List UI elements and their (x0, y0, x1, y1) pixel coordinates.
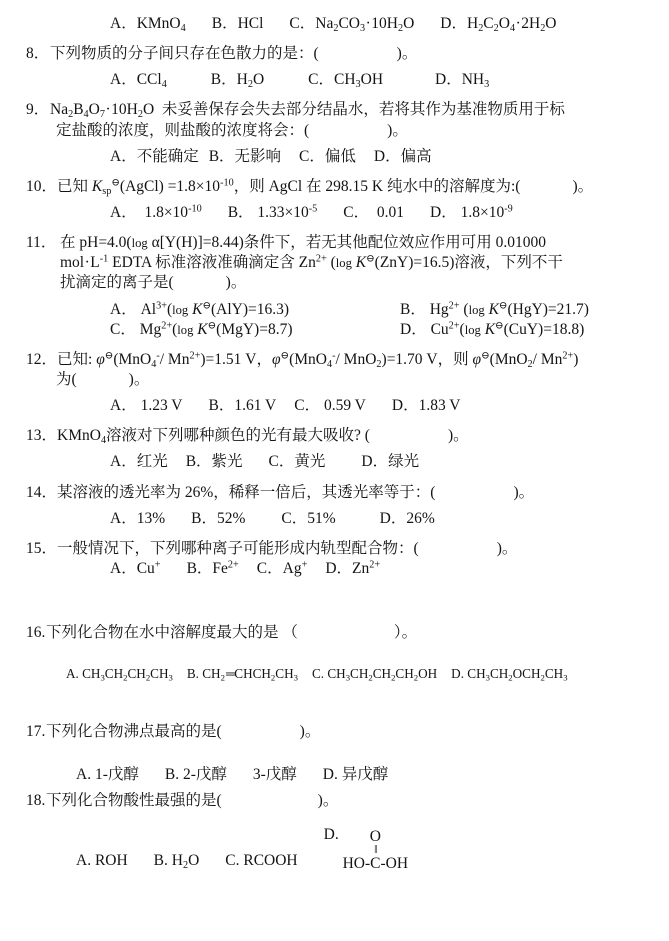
q11-stem-line3 (0, 273, 669, 293)
q15-option-b[interactable]: B．$Fe^{2+}$ (186, 559, 239, 577)
q18-options-row (0, 825, 669, 872)
q9-number: 9． (26, 101, 50, 119)
question-12 (0, 350, 669, 416)
q9-stem-text-1: $Na_2B_4O_7\cdot 10H_2O$ 未妥善保存会失去部分结晶水，若将其作为基准物质用于标 (50, 101, 565, 121)
q17-option-c[interactable]: 3-戊醇 (252, 765, 297, 783)
q12-stem-line2 (0, 370, 669, 390)
q13-option-c[interactable]: C．黄光 (268, 453, 326, 471)
q17-number: 17. (26, 723, 46, 741)
q7-option-c[interactable]: C．$Na_2CO_3\cdot 10H_2O$ (289, 15, 415, 34)
q15-option-c[interactable]: C．Ag+ (256, 559, 308, 577)
q8-stem-text (50, 44, 653, 64)
q18-stem-text (46, 791, 653, 811)
q9-stem-line2-tail: )。 (387, 121, 408, 139)
question-16 (0, 623, 669, 682)
q10-options-row (0, 203, 669, 223)
question-8 (0, 44, 669, 90)
q12-stem-text-1: 已知: φ⊖(MnO$_4$-/ $Mn^{2+})=1.51$ V，φ⊖(MnO$_4$-/ MnO$_2$)=1.70 V，则 φ⊖(MnO$_2$/ $Mn^{2+}$) (57, 350, 579, 370)
question-7-options-block (0, 14, 669, 34)
q18-option-c[interactable]: C. RCOOH (225, 852, 298, 870)
q12-stem-line1 (0, 350, 669, 370)
q9-stem-line2 (0, 121, 669, 141)
q16-stem-tail: ）。 (393, 624, 418, 642)
q11-option-c[interactable]: C． $Mg^{2+}(\log$ K⊖(MgY)=8.7) (110, 320, 293, 338)
q11-option-b[interactable]: B． $Hg^{2+}$ (log K⊖(HgY)=21.7) (400, 300, 589, 318)
q13-stem-text: KMnO$_4$溶液对下列哪种颜色的光有最大吸收? ( )。 (57, 427, 469, 447)
q15-stem-label: 一般情况下，下列哪种离子可能形成内轨型配合物：( (57, 539, 419, 557)
q10-stem (0, 177, 669, 197)
q14-stem (0, 483, 669, 503)
question-13 (0, 426, 669, 472)
q11-stem-line2 (0, 253, 669, 273)
q11-line3-tail: )。 (225, 274, 247, 292)
q16-stem-label: 下列化合物在水中溶解度最大的是 （ (46, 624, 298, 642)
q17-stem-tail: )。 (299, 723, 321, 741)
q8-option-c[interactable]: C．$CH_3OH$ (308, 71, 384, 91)
q11-stem-line1 (0, 233, 669, 253)
double-bond-icon: ═ (225, 666, 234, 682)
q14-option-a[interactable]: A．13% (110, 509, 166, 527)
q8-option-d[interactable]: D．$NH_3$ (435, 71, 490, 91)
q8-stem-tail: )。 (396, 45, 418, 63)
q17-option-b[interactable]: B. 2-戊醇 (164, 765, 227, 783)
q13-option-a[interactable]: A．红光 (110, 453, 168, 471)
q8-options-row (0, 70, 669, 90)
q14-stem-tail: )。 (513, 483, 535, 501)
q7-option-b[interactable]: B．HCl (211, 15, 264, 32)
q8-option-a[interactable]: A．CCl$_4$ (110, 71, 167, 91)
q13-number: 13． (26, 427, 58, 445)
q11-options-row-2 (0, 320, 669, 340)
carbonic-acid-structure (343, 827, 408, 872)
question-10 (0, 177, 669, 223)
q16-number: 16. (26, 624, 46, 642)
q11-stem-text-3 (60, 273, 653, 293)
q18-option-d[interactable] (324, 825, 408, 872)
question-18 (0, 791, 669, 872)
q11-stem-text-1: 在 pH=4.0(log α[Y(H)]=8.44)条件下，若无其他配位效应作用可用 0.01000 (60, 234, 547, 252)
q13-stem (0, 426, 669, 446)
q9-option-d[interactable]: D．偏高 (373, 147, 432, 165)
q18-number: 18. (26, 791, 46, 809)
q15-stem-text (57, 539, 653, 559)
carbonyl-oxygen-label: O (369, 827, 381, 845)
q12-option-a[interactable]: A． 1.23 V (110, 397, 183, 415)
q15-option-d[interactable]: D．$Zn^{2+}$ (325, 559, 381, 577)
q15-option-a[interactable]: A．Cu+ (110, 559, 161, 577)
q18-stem-label: 下列化合物酸性最强的是( (46, 791, 222, 809)
q9-stem-line2-text: 定盐酸的浓度，则盐酸的浓度将会：( (56, 121, 310, 139)
q18-option-a[interactable]: A. ROH (76, 852, 128, 870)
q7-option-a[interactable]: A．KMnO$_4$ (110, 15, 186, 34)
q14-options-row (0, 509, 669, 529)
q9-option-b[interactable]: B．无影响 (208, 147, 282, 165)
q15-stem (0, 539, 669, 559)
q13-option-d[interactable]: D．绿光 (361, 453, 420, 471)
question-17 (0, 722, 669, 784)
q14-stem-label: 某溶液的透光率为 26%，稀释一倍后，其透光率等于：( (57, 483, 436, 501)
q14-option-c[interactable]: C．51% (281, 509, 336, 527)
q9-option-c[interactable]: C．偏低 (299, 147, 356, 165)
q13-options-row (0, 452, 669, 472)
q15-options-row (0, 559, 669, 579)
q13-stem-label: 溶液对下列哪种颜色的光有最大吸收? ( (106, 427, 370, 445)
q8-number: 8． (26, 45, 50, 63)
carbonic-acid-backbone: HO-C-OH (342, 854, 409, 872)
q18-stem (0, 791, 669, 811)
q8-option-b[interactable]: B．$H_2O$ (210, 71, 265, 91)
q11-number: 11． (26, 234, 57, 252)
q11-option-a[interactable]: A． $Al^{3+}(\log$ K⊖(AlY)=16.3) (110, 300, 290, 318)
q9-options-row (0, 147, 669, 167)
q17-stem-label: 下列化合物沸点最高的是( (46, 723, 222, 741)
question-15 (0, 539, 669, 579)
question-11 (0, 233, 669, 340)
q8-stem (0, 44, 669, 64)
q9-option-a[interactable]: A．不能确定 (110, 147, 199, 165)
q10-stem-prefix: 已知 (57, 177, 89, 195)
q16-stem (0, 623, 669, 643)
q17-options-row (0, 765, 669, 785)
q10-option-c[interactable]: C． 0.01 (343, 203, 405, 221)
q11-option-d[interactable]: D． $Cu^{2+}(\log$ K⊖(CuY)=18.8) (400, 320, 585, 338)
q15-stem-tail: )。 (496, 539, 518, 557)
q17-stem-text (46, 722, 653, 742)
q12-option-c[interactable]: C． 0.59 V (294, 397, 366, 415)
q10-option-a[interactable]: A． $1.8\times 10^{-10}$ (110, 203, 202, 221)
q10-number: 10． (26, 177, 58, 195)
q12-line2-text: 为( (56, 370, 77, 388)
q9-stem-line1 (0, 100, 669, 120)
q9-stem-line1-text: 未妥善保存会失去部分结晶水，若将其作为基准物质用于标 (161, 101, 565, 119)
q16-option-a[interactable]: A. $CH_3CH_2CH_2CH_3$ (66, 666, 173, 683)
q16-stem-text (46, 623, 653, 643)
q18-option-b[interactable]: B. $H_2O$ (153, 852, 200, 872)
top-spacer (0, 0, 669, 14)
q12-option-b[interactable]: B．1.61 V (208, 397, 277, 415)
q16-option-d[interactable]: D. $CH_3CH_2OCH_2CH_3$ (451, 666, 568, 683)
q12-option-d[interactable]: D．1.83 V (391, 397, 461, 415)
q12-line2-tail: )。 (128, 370, 150, 388)
q9-stem-text-2 (56, 121, 653, 141)
q17-option-d[interactable]: D. 异戊醇 (322, 765, 389, 783)
q16-option-c[interactable]: C. $CH_3CH_2CH_2CH_2OH$ (311, 666, 438, 683)
q10-option-b[interactable]: B． $1.33\times 10^{-5}$ (227, 203, 318, 221)
q11-line3-text: 扰滴定的离子是( (60, 274, 174, 292)
double-bond-icon: ‖ (374, 842, 377, 857)
q17-option-a[interactable]: A. 1-戊醇 (76, 765, 139, 783)
q10-option-d[interactable]: D． $1.8\times 10^{-9}$ (430, 203, 513, 221)
q11-options-row-1 (0, 300, 669, 320)
q7-option-d[interactable]: D．$H_2C_2O_4\cdot 2H_2O$ (440, 15, 557, 34)
q17-stem (0, 722, 669, 742)
q13-stem-tail: )。 (447, 427, 469, 445)
question-9 (0, 100, 669, 166)
q13-option-b[interactable]: B．紫光 (185, 453, 243, 471)
q14-option-b[interactable]: B．52% (191, 509, 246, 527)
q11-stem-text-2: $mol\cdot L^{-1}$ EDTA 标准溶液准确滴定含 $Zn^{2+}$ (log K⊖(ZnY)=16.5)溶液，下列不干 (60, 253, 563, 272)
q18-stem-tail: )。 (317, 791, 339, 809)
q16-option-b[interactable]: B. $CH_2═CHCH_2CH_3$ (186, 666, 298, 683)
q15-number: 15． (26, 539, 58, 557)
q10-stem-text: 已知 $K_{sp}^⊖(AgCl) =1.8\times 10^{-10}$，则 AgCl 在 298.15 K 纯水中的溶解度为:( )。 (57, 177, 594, 197)
q12-number: 12． (26, 350, 58, 368)
question-14 (0, 483, 669, 529)
question-7-options-row (0, 14, 669, 34)
q12-stem-text-2 (56, 370, 653, 390)
q18-option-d-label: D. (323, 825, 339, 843)
q12-options-row (0, 396, 669, 416)
q14-number: 14． (26, 483, 58, 501)
q16-options-row (0, 665, 669, 682)
q14-stem-text (57, 483, 653, 503)
q8-stem-label: 下列物质的分子间只存在色散力的是：( (50, 45, 319, 63)
q14-option-d[interactable]: D．26% (379, 509, 435, 527)
